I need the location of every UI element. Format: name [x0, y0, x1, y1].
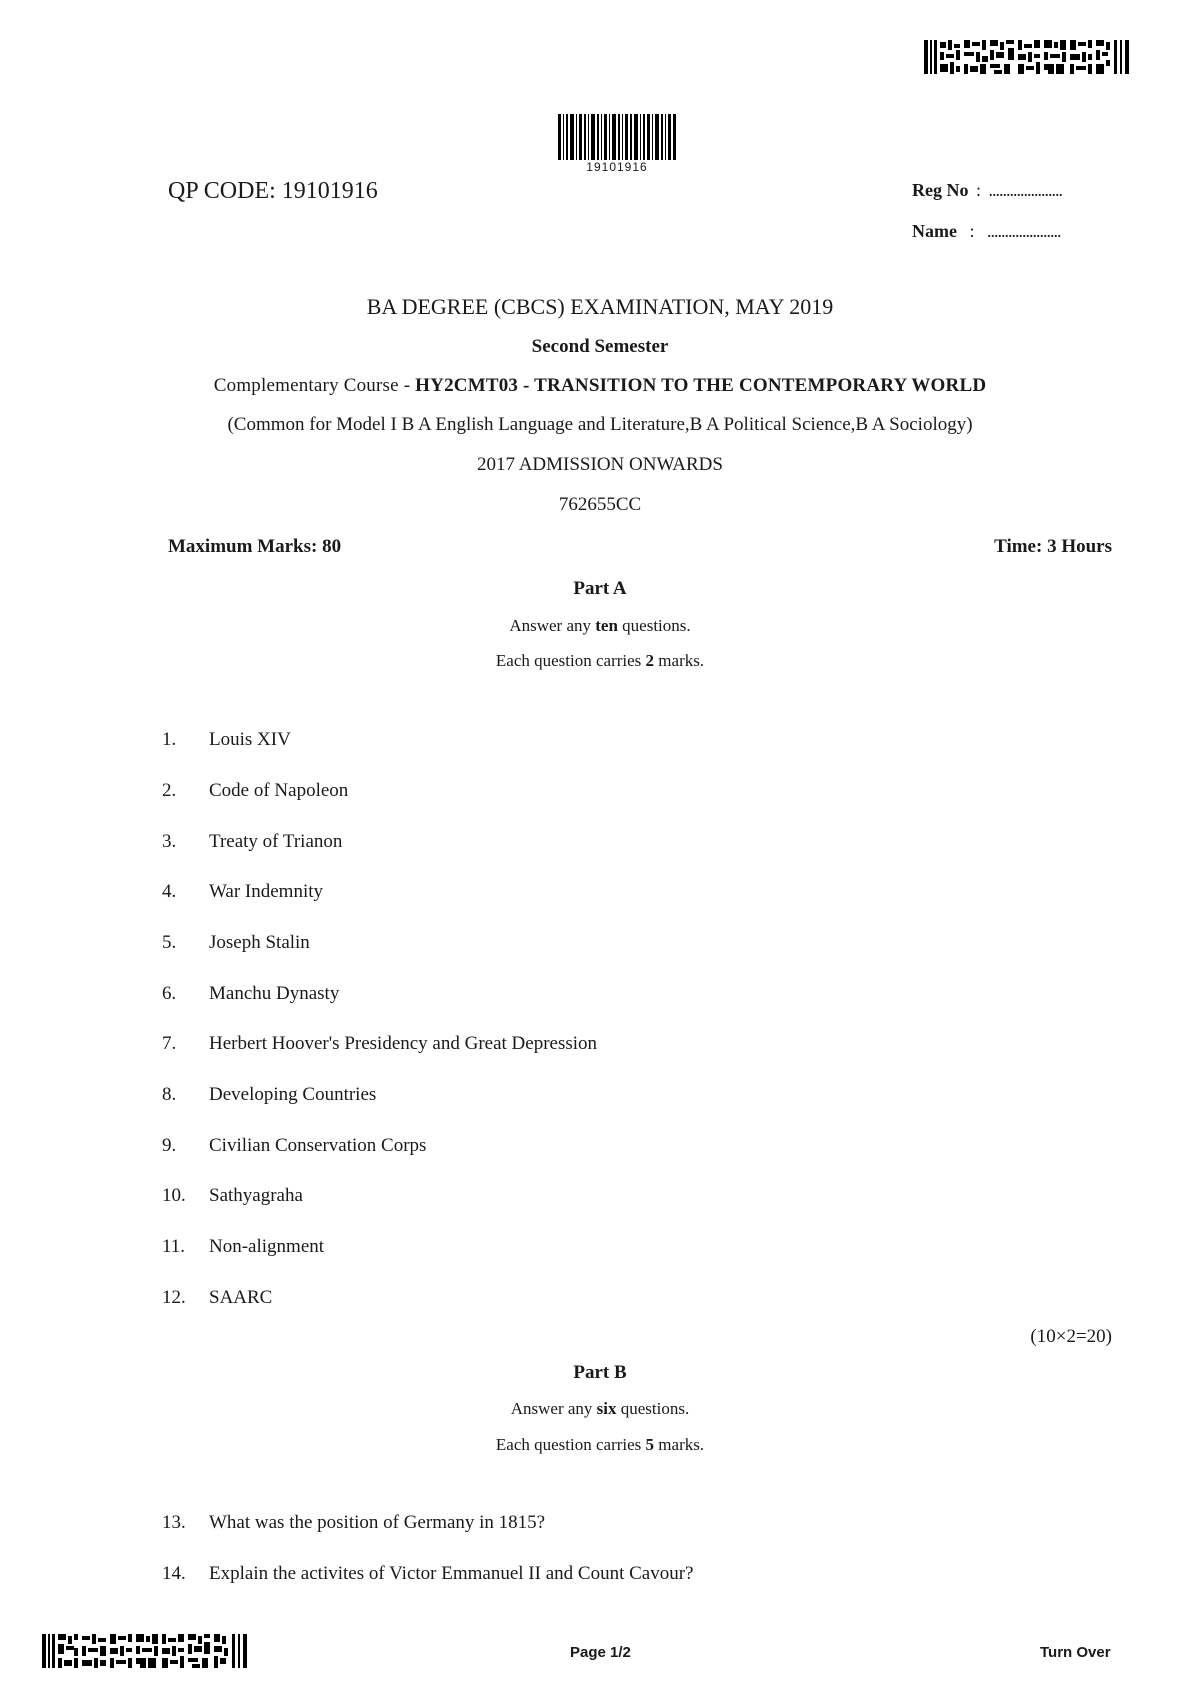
question-text: Explain the activites of Victor Emmanuel II and Count Cavour? — [209, 1563, 694, 1584]
max-marks: Maximum Marks: 80 — [168, 536, 342, 557]
question-item — [162, 1236, 324, 1258]
part-b-instr-2-bold: 5 — [645, 1435, 655, 1454]
part-a-instr-1-text: Answer any — [509, 616, 596, 635]
barcode-number: 19101916 — [586, 160, 648, 174]
question-text: Sathyagraha — [209, 1185, 303, 1206]
course-name: HY2CMT03 - TRANSITION TO THE CONTEMPORARY WORLD — [415, 375, 987, 396]
admission-line: 2017 ADMISSION ONWARDS — [477, 454, 723, 475]
exam-code: 762655CC — [558, 494, 642, 515]
question-item — [162, 1185, 303, 1207]
page-number: Page 1/2 — [570, 1644, 631, 1661]
question-item — [162, 1135, 426, 1157]
question-item — [162, 1563, 693, 1585]
reg-no-field: ..................... — [988, 180, 1062, 200]
question-number: 2. — [162, 780, 177, 801]
question-number: 6. — [162, 983, 177, 1004]
bottom-left-2d-barcode — [42, 1634, 248, 1668]
center-linear-barcode — [558, 114, 676, 160]
question-item — [162, 983, 339, 1005]
question-item — [162, 780, 348, 802]
time-limit: Time: 3 Hours — [994, 536, 1112, 557]
question-number: 3. — [162, 831, 177, 852]
exam-title: BA DEGREE (CBCS) EXAMINATION, MAY 2019 — [366, 294, 834, 319]
name-field: ..................... — [986, 221, 1061, 241]
question-text: Code of Napoleon — [209, 780, 349, 801]
question-text: Louis XIV — [209, 729, 291, 750]
question-text: Civilian Conservation Corps — [209, 1135, 427, 1156]
question-item — [162, 1287, 272, 1309]
question-item — [162, 729, 291, 751]
reg-no-row — [912, 180, 1062, 201]
reg-no-colon: : — [975, 180, 981, 200]
course-line — [0, 375, 1200, 397]
top-right-2d-barcode — [924, 40, 1130, 74]
part-b-instr-2-end: marks. — [654, 1435, 705, 1454]
question-item — [162, 932, 310, 954]
part-a-instr-2-bold: 2 — [645, 651, 655, 670]
question-text: Treaty of Trianon — [209, 831, 343, 852]
name-colon: : — [969, 221, 975, 241]
course-prefix: Complementary Course - — [213, 375, 416, 396]
question-number: 5. — [162, 932, 177, 953]
part-a-instr-1-end: questions. — [617, 616, 691, 635]
part-b-instruction-2 — [0, 1435, 1200, 1455]
part-a-instr-2-end: marks. — [654, 651, 705, 670]
question-text: What was the position of Germany in 1815? — [209, 1512, 546, 1533]
part-a-instr-1-bold: ten — [595, 616, 618, 635]
question-text: Herbert Hoover's Presidency and Great Depression — [209, 1033, 598, 1054]
common-for: (Common for Model I B A English Language and Literature,B A Political Science,B A Sociology) — [227, 414, 973, 435]
question-number: 12. — [162, 1287, 186, 1308]
part-b-instr-1-bold: six — [596, 1399, 617, 1418]
part-b-title: Part B — [573, 1362, 627, 1383]
part-a-instruction-1 — [0, 616, 1200, 636]
question-number: 8. — [162, 1084, 177, 1105]
question-text: Joseph Stalin — [209, 932, 310, 953]
part-a-title: Part A — [573, 578, 627, 599]
part-b-instruction-1 — [0, 1399, 1200, 1419]
question-item — [162, 1512, 545, 1534]
question-item — [162, 1084, 376, 1106]
question-text: SAARC — [209, 1287, 273, 1308]
name-label: Name — [912, 221, 957, 241]
part-a-instr-2-text: Each question carries — [495, 651, 646, 670]
question-text: Manchu Dynasty — [209, 983, 340, 1004]
question-text: War Indemnity — [209, 881, 324, 902]
part-b-instr-2-text: Each question carries — [495, 1435, 646, 1454]
question-number: 4. — [162, 881, 177, 902]
part-b-instr-1-text: Answer any — [510, 1399, 597, 1418]
question-item — [162, 1033, 597, 1055]
part-a-instruction-2 — [0, 651, 1200, 671]
question-number: 11. — [162, 1236, 186, 1257]
reg-no-label: Reg No — [912, 180, 969, 200]
question-number: 10. — [162, 1185, 186, 1206]
part-a-marks: (10×2=20) — [1030, 1326, 1112, 1347]
name-row — [912, 221, 1060, 242]
question-number: 9. — [162, 1135, 177, 1156]
question-text: Non-alignment — [209, 1236, 325, 1257]
question-number: 7. — [162, 1033, 177, 1054]
qp-code: QP CODE: 19101916 — [168, 178, 378, 204]
question-item — [162, 831, 342, 853]
question-text: Developing Countries — [209, 1084, 377, 1105]
question-number: 14. — [162, 1563, 186, 1584]
part-b-instr-1-end: questions. — [616, 1399, 690, 1418]
semester: Second Semester — [531, 336, 669, 357]
turn-over-label: Turn Over — [1040, 1644, 1111, 1661]
question-number: 1. — [162, 729, 177, 750]
question-item — [162, 881, 323, 903]
question-number: 13. — [162, 1512, 186, 1533]
